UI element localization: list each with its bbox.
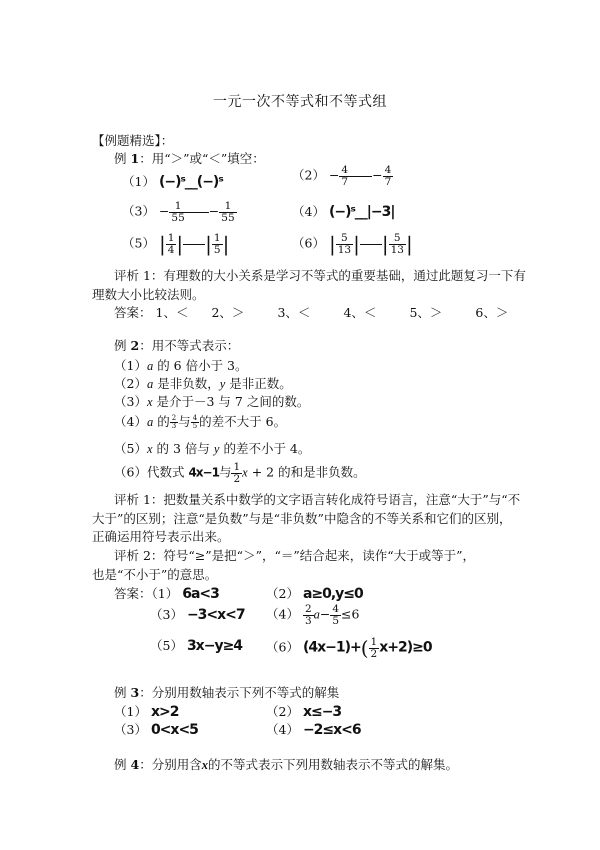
ex3-item-3: （3） 0<x<5 bbox=[114, 722, 198, 738]
ex4-heading: 例 4：分别用含x的不等式表示下列用数轴表示不等式的解集。 bbox=[114, 757, 458, 772]
ex2-answer-3: （3） −3<x<7 bbox=[150, 607, 245, 623]
ex1-comment-l1: 评析 1：有理数的大小关系是学习不等式的重要基础，通过此题复习一下有 bbox=[114, 268, 526, 283]
ex1-heading: 例 1：用“＞”或“＜”填空： bbox=[114, 151, 265, 166]
ex2-item-5: （5）x 的 3 倍与 y 的差不小于 4。 bbox=[114, 441, 311, 456]
ex2-comment1-l2: 大于”的区别；注意“是负数”与是“非负数”中隐含的不等关系和它们的区别， bbox=[92, 511, 512, 526]
math-glyph: −2≤x<6 bbox=[302, 722, 361, 738]
ex2-comment2-l1: 评析 2：符号“≥”是把“＞”，“＝”结合起来，读作“大于或等于”， bbox=[114, 548, 476, 563]
ex1-comment-l2: 理数大小比较法则。 bbox=[92, 287, 205, 302]
ex3-item-4: （4） −2≤x<6 bbox=[266, 722, 361, 738]
ex2-item-1: （1）a 的 6 倍小于 3。 bbox=[114, 358, 248, 373]
ex2-answer-1: 答案：（1） 6a<3 bbox=[114, 586, 219, 602]
math-glyph: −3<x<7 bbox=[186, 607, 245, 623]
ex3-item-2: （2） x≤−3 bbox=[266, 704, 342, 720]
ex2-answer-6: （6） (4x−1)+( $\frac{1}{2}$ x+2)≥0 bbox=[266, 636, 432, 660]
ex3-item-1: （1） x>2 bbox=[114, 704, 179, 720]
math-glyph: 4x−1 bbox=[188, 465, 219, 480]
ex1-item-2: （2） − $\frac{4}{7}$ − $\frac{4}{7}$ bbox=[292, 164, 392, 188]
math-glyph: a≥0,y≤0 bbox=[302, 586, 363, 602]
math-glyph: x≤−3 bbox=[302, 704, 342, 720]
ex2-comment1-l1: 评析 1：把数量关系中数学的文字语言转化成符号语言，注意“大于”与“不 bbox=[114, 492, 521, 507]
ex3-heading: 例 3：分别用数轴表示下列不等式的解集 bbox=[114, 685, 340, 700]
ex1-item-3: （3） − $\frac{1}{55}$ − $\frac{1}{55}$ bbox=[122, 200, 235, 224]
ex1-item-5: （5） | $\frac{1}{4}$ | | $\frac{1}{5}$ | bbox=[122, 232, 230, 256]
ex1-item-4: （4） (−)ˢ__|−3| bbox=[292, 204, 395, 220]
page-title: 一元一次不等式和不等式组 bbox=[213, 94, 387, 110]
ex1-item-6: （6） | $\frac{5}{13}$ | | $\frac{5}{13}$ | bbox=[292, 232, 413, 256]
ex2-answer-4: （4） $\frac{2}{3}$ a− $\frac{4}{5}$ ≤6 bbox=[266, 603, 360, 627]
ex1-item-1: （1） (−)ˢ__(−)ˢ bbox=[122, 174, 223, 190]
ex2-answer-2: （2） a≥0,y≤0 bbox=[266, 586, 363, 602]
math-glyph: 0<x<5 bbox=[150, 722, 198, 738]
ex2-item-4: （4）a 的 $\frac{2}{3}$ 与 $\frac{4}{5}$ 的差不大于 6。 bbox=[114, 414, 287, 430]
math-glyph: (4x−1)+ bbox=[302, 639, 361, 656]
ex2-comment1-l3: 正确运用符号表示出来。 bbox=[92, 529, 230, 544]
ex2-comment2-l2: 也是“不小于”的意思。 bbox=[92, 567, 218, 582]
ex2-item-3: （3）x 是介于－3 与 7 之间的数。 bbox=[114, 394, 310, 409]
ex2-answer-5: （5） 3x−y≥4 bbox=[150, 638, 243, 654]
math-glyph: x>2 bbox=[150, 704, 179, 720]
math-glyph: x+2)≥0 bbox=[379, 639, 432, 656]
math-glyph: (−)ˢ__|−3| bbox=[328, 204, 395, 220]
ex2-item-6: （6）代数式 4x−1与 $\frac{1}{2}$ x + 2 的和是非负数。 bbox=[114, 461, 366, 485]
blank bbox=[360, 244, 382, 245]
ex2-heading: 例 2：用不等式表示： bbox=[114, 338, 240, 353]
math-glyph: 3x−y≥4 bbox=[186, 638, 243, 654]
blank bbox=[183, 244, 205, 245]
section-header: 【例题精选】： bbox=[92, 133, 174, 148]
math-glyph: 6a<3 bbox=[182, 586, 219, 602]
ex2-item-2: （2）a 是非负数，y 是非正数。 bbox=[114, 376, 292, 391]
blank bbox=[187, 212, 209, 213]
math-glyph: (−)ˢ__(−)ˢ bbox=[158, 174, 223, 190]
blank bbox=[350, 176, 372, 177]
ex1-answers: 答案： 1、＜ 2、＞ 3、＜ 4、＜ 5、＞ 6、＞ bbox=[114, 305, 509, 320]
